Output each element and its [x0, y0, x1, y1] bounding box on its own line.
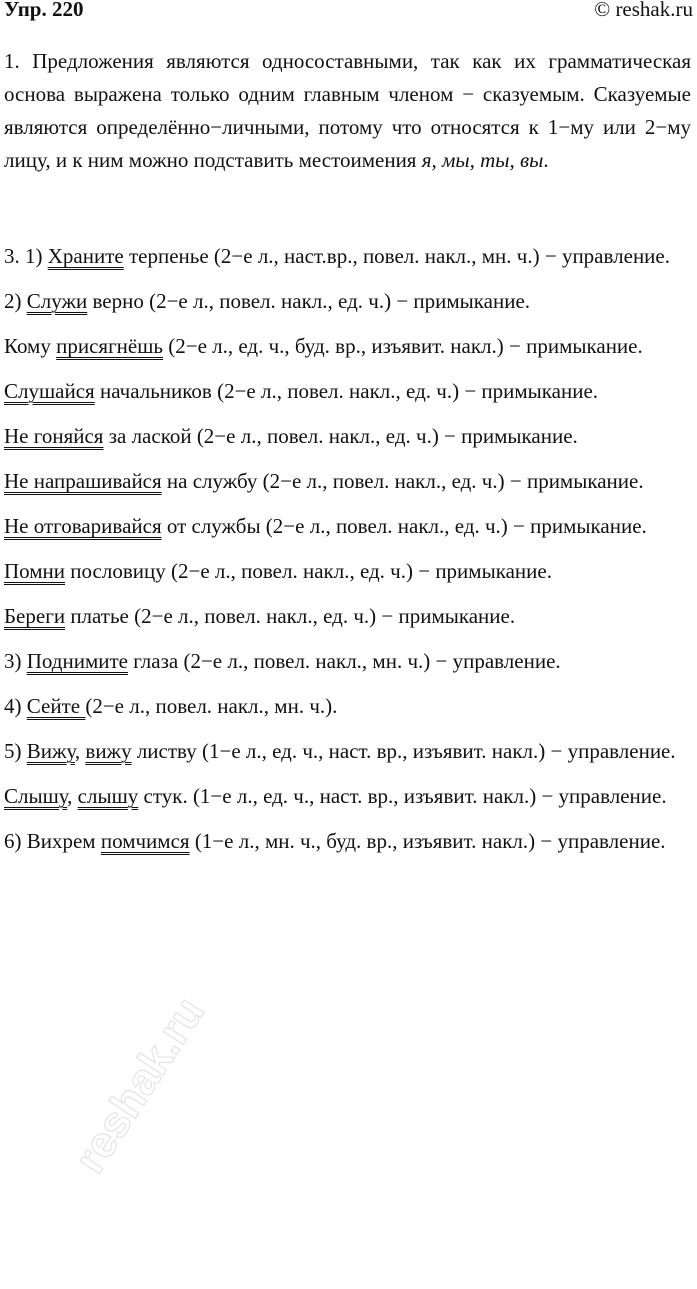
line-3-4: [4, 375, 691, 408]
sentence-end: .: [543, 148, 549, 172]
predicate-underlined: Храните: [47, 244, 124, 268]
line-3-10: [4, 645, 691, 678]
line-prefix: 5): [4, 739, 27, 763]
line-rest: (1−е л., мн. ч., буд. вр., изъявит. накл.) − управление.: [189, 829, 666, 853]
predicate-underlined: Слышу: [4, 784, 68, 808]
answer-content: [4, 45, 691, 858]
line-rest: платье (2−е л., повел. накл., ед. ч.) − примыкание.: [65, 604, 516, 628]
line-rest: начальников (2−е л., повел. накл., ед. ч.) − примыкание.: [94, 379, 599, 403]
predicate-underlined: Служи: [26, 289, 88, 313]
part-1-text: Предложения являются односоставными, так как их грамматическая основа выражена только одним главным членом − сказуемым. Сказуемые являются определённо−личными, потому что относятся к 1−му или 2−му лицу, и к ним можно подставить местоимения: [4, 49, 691, 172]
line-rest: на службу (2−е л., повел. накл., ед. ч.) − примыкание.: [161, 469, 644, 493]
answer-part-1: [4, 45, 691, 177]
line-3-2: [4, 285, 691, 318]
exercise-title: Упр. 220: [4, 0, 84, 21]
predicate-underlined-second: слышу: [77, 784, 139, 808]
line-prefix: 6) Вихрем: [4, 829, 101, 853]
line-3-9: [4, 600, 691, 633]
line-prefix: 2): [4, 289, 27, 313]
line-prefix: Кому: [4, 334, 57, 358]
line-3-8: [4, 555, 691, 588]
line-3-6: [4, 465, 691, 498]
line-prefix: 3. 1): [4, 244, 48, 268]
line-rest: от службы (2−е л., повел. накл., ед. ч.) − примыкание.: [161, 514, 647, 538]
predicate-underlined: Слушайся: [4, 379, 95, 403]
line-3-5: [4, 420, 691, 453]
predicate-underlined: Вижу: [26, 739, 75, 763]
separator: ,: [67, 784, 78, 808]
line-rest: пословицу (2−е л., повел. накл., ед. ч.) − примыкание.: [65, 559, 552, 583]
line-rest: за лаской (2−е л., повел. накл., ед. ч.) − примыкание.: [103, 424, 578, 448]
predicate-underlined: помчимся: [100, 829, 190, 853]
line-rest: (2−е л., повел. накл., мн. ч.).: [85, 694, 338, 718]
line-prefix: 3): [4, 649, 27, 673]
predicate-underlined: Не гоняйся: [4, 424, 104, 448]
line-rest: листву (1−е л., ед. ч., наст. вр., изъявит. накл.) − управление.: [131, 739, 676, 763]
predicate-underlined: Помни: [4, 559, 66, 583]
predicate-underlined-second: вижу: [85, 739, 132, 763]
line-3-1: [4, 240, 691, 273]
line-rest: глаза (2−е л., повел. накл., мн. ч.) − управление.: [128, 649, 561, 673]
predicate-underlined: Не отговаривайся: [4, 514, 162, 538]
watermark-logo: reshak.ru: [65, 988, 214, 1182]
line-prefix: 4): [4, 694, 27, 718]
predicate-underlined: Береги: [4, 604, 66, 628]
line-3-14: [4, 825, 691, 858]
predicate-underlined: Поднимите: [26, 649, 128, 673]
predicate-underlined: присягнёшь: [56, 334, 163, 358]
separator: ,: [74, 739, 86, 763]
line-3-13: [4, 780, 691, 813]
spacer: [4, 177, 691, 240]
line-rest: верно (2−е л., повел. накл., ед. ч.) − примыкание.: [87, 289, 531, 313]
predicate-underlined: Сейте: [26, 694, 86, 718]
line-rest: терпенье (2−е л., наст.вр., повел. накл., мн. ч.) − управление.: [123, 244, 670, 268]
line-rest: (2−е л., ед. ч., буд. вр., изъявит. накл.) − примыкание.: [163, 334, 643, 358]
line-3-11: [4, 690, 691, 723]
line-3-12: [4, 735, 691, 768]
line-3-7: [4, 510, 691, 543]
predicate-underlined: Не напрашивайся: [4, 469, 162, 493]
pronoun-list: я, мы, ты, вы: [421, 148, 544, 172]
part-number: 1.: [4, 49, 20, 73]
line-rest: стук. (1−е л., ед. ч., наст. вр., изъявит. накл.) − управление.: [138, 784, 667, 808]
page-header: [4, 0, 693, 26]
site-credit: © reshak.ru: [594, 0, 693, 21]
line-3-3: [4, 330, 691, 363]
